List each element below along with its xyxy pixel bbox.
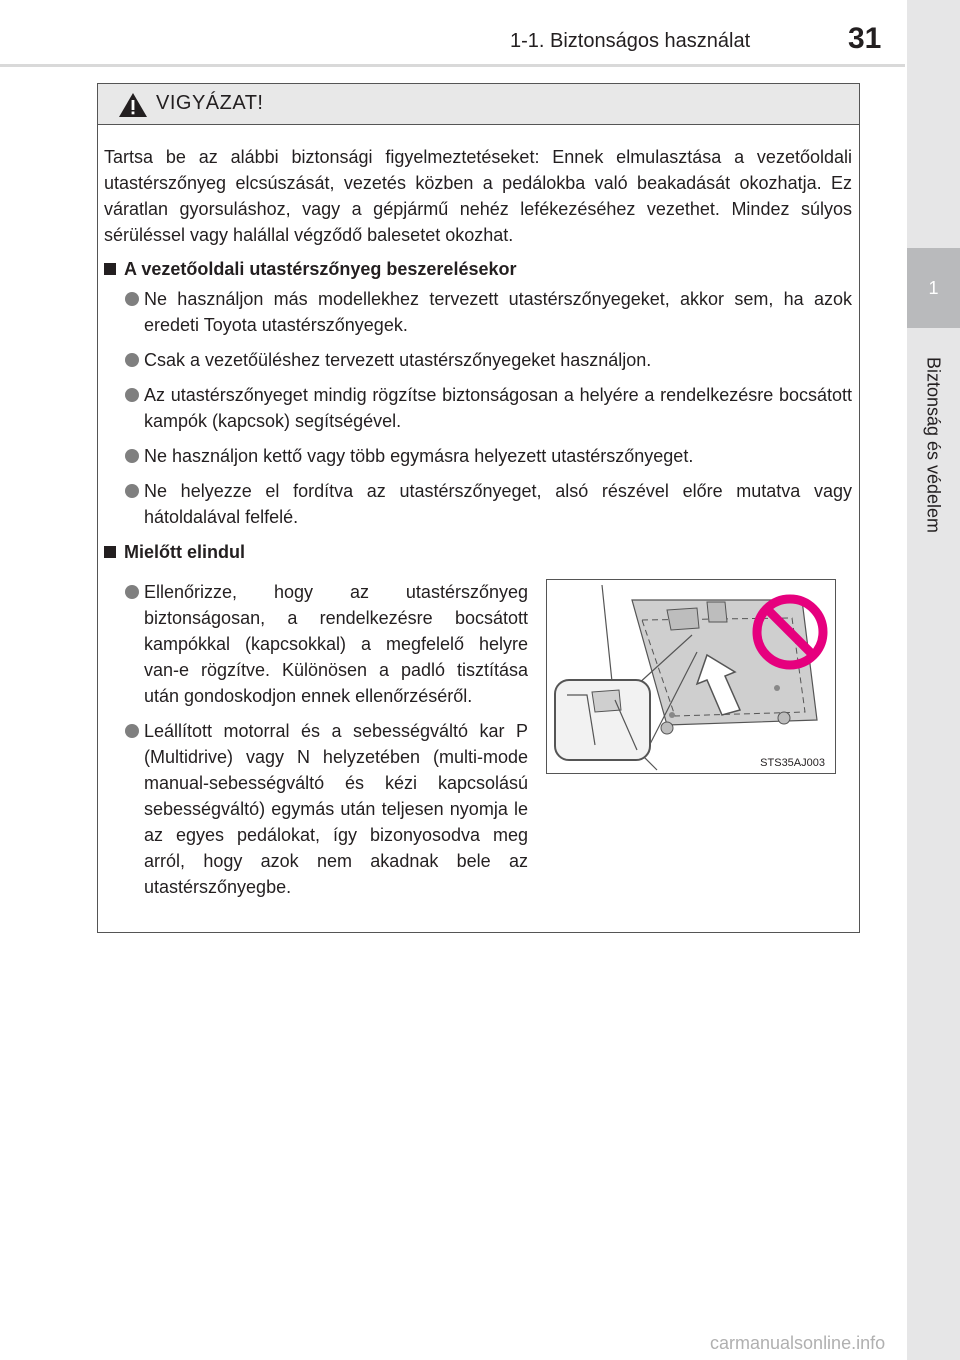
figure-code: STS35AJ003 bbox=[760, 757, 825, 769]
list-item: Csak a vezetőüléshez tervezett utastérszőnyegeket használjon. bbox=[104, 347, 852, 373]
floor-mat-illustration bbox=[546, 579, 836, 774]
circle-bullet-icon bbox=[125, 484, 139, 498]
warning-triangle-icon bbox=[118, 92, 148, 118]
circle-bullet-icon bbox=[125, 292, 139, 306]
circle-bullet-icon bbox=[125, 353, 139, 367]
circle-bullet-icon bbox=[125, 585, 139, 599]
chapter-label: Biztonság és védelem bbox=[923, 356, 944, 534]
section-heading-before-driving bbox=[104, 539, 852, 565]
list-item: Leállított motorral és a sebességváltó kar P (Multidrive) vagy N helyzetében (multi-mode manual-sebességváltó és kézi kapcsolású sebességváltó) egymás után teljesen nyomja le az egyes pedálokat, így bizonyosodva meg arról, hogy azok nem akadnak bele az utastérszőnyegbe. bbox=[104, 718, 528, 900]
circle-bullet-icon bbox=[125, 449, 139, 463]
watermark: carmanualsonline.info bbox=[710, 1333, 886, 1353]
chapter-sidetab bbox=[907, 0, 960, 1360]
list-item: Ne használjon kettő vagy több egymásra helyezett utastérszőnyeget. bbox=[104, 443, 852, 469]
warning-title: VIGYÁZAT! bbox=[156, 92, 264, 114]
warning-box bbox=[97, 83, 860, 933]
section-heading-text: Mielőtt elindul bbox=[124, 542, 245, 562]
list-item: Ne helyezze el fordítva az utastérszőnyeget, alsó részével előre mutatva vagy hátoldalával felfelé. bbox=[104, 478, 852, 530]
square-bullet-icon bbox=[104, 546, 116, 558]
circle-bullet-icon bbox=[125, 388, 139, 402]
circle-bullet-icon bbox=[125, 724, 139, 738]
warning-content bbox=[98, 144, 859, 909]
list-item: Ellenőrizze, hogy az utastérszőnyeg biztonságosan, a rendelkezésre bocsátott kampókkal (kapcsokkal) a megfelelő helyre van-e rögzítve. Különösen a padló tisztítása után gondoskodjon ennek ellenőrzéséről. bbox=[104, 579, 528, 709]
install-list bbox=[104, 286, 852, 530]
chapter-number: 1 bbox=[907, 248, 960, 328]
before-driving-list bbox=[104, 579, 528, 909]
warning-header bbox=[98, 84, 859, 125]
header-rule bbox=[0, 64, 905, 67]
section-heading-text: A vezetőoldali utastérszőnyeg beszerelésekor bbox=[124, 259, 517, 279]
warning-intro: Tartsa be az alábbi biztonsági figyelmeztetéseket: Ennek elmulasztása a vezetőoldali utastérszőnyeg elcsúszását, vezetés közben a pedálokba való beakadását okozhatja. Ez váratlan gyorsuláshoz, vagy a gépjármű nehéz lefékezéséhez vezethet. Mindez súlyos sérüléssel vagy halállal végződő balesetet okozhat. bbox=[104, 147, 852, 245]
floor-mat-drawing bbox=[547, 580, 835, 773]
square-bullet-icon bbox=[104, 263, 116, 275]
list-item: Ne használjon más modellekhez tervezett utastérszőnyegeket, akkor sem, ha azok eredeti Toyota utastérszőnyegek. bbox=[104, 286, 852, 338]
section-heading-install bbox=[104, 256, 852, 282]
page-number: 31 bbox=[848, 22, 882, 55]
list-item: Az utastérszőnyeget mindig rögzítse biztonságosan a helyére a rendelkezésre bocsátott kampók (kapcsok) segítségével. bbox=[104, 382, 852, 434]
section-title: 1-1. Biztonságos használat bbox=[510, 30, 751, 52]
